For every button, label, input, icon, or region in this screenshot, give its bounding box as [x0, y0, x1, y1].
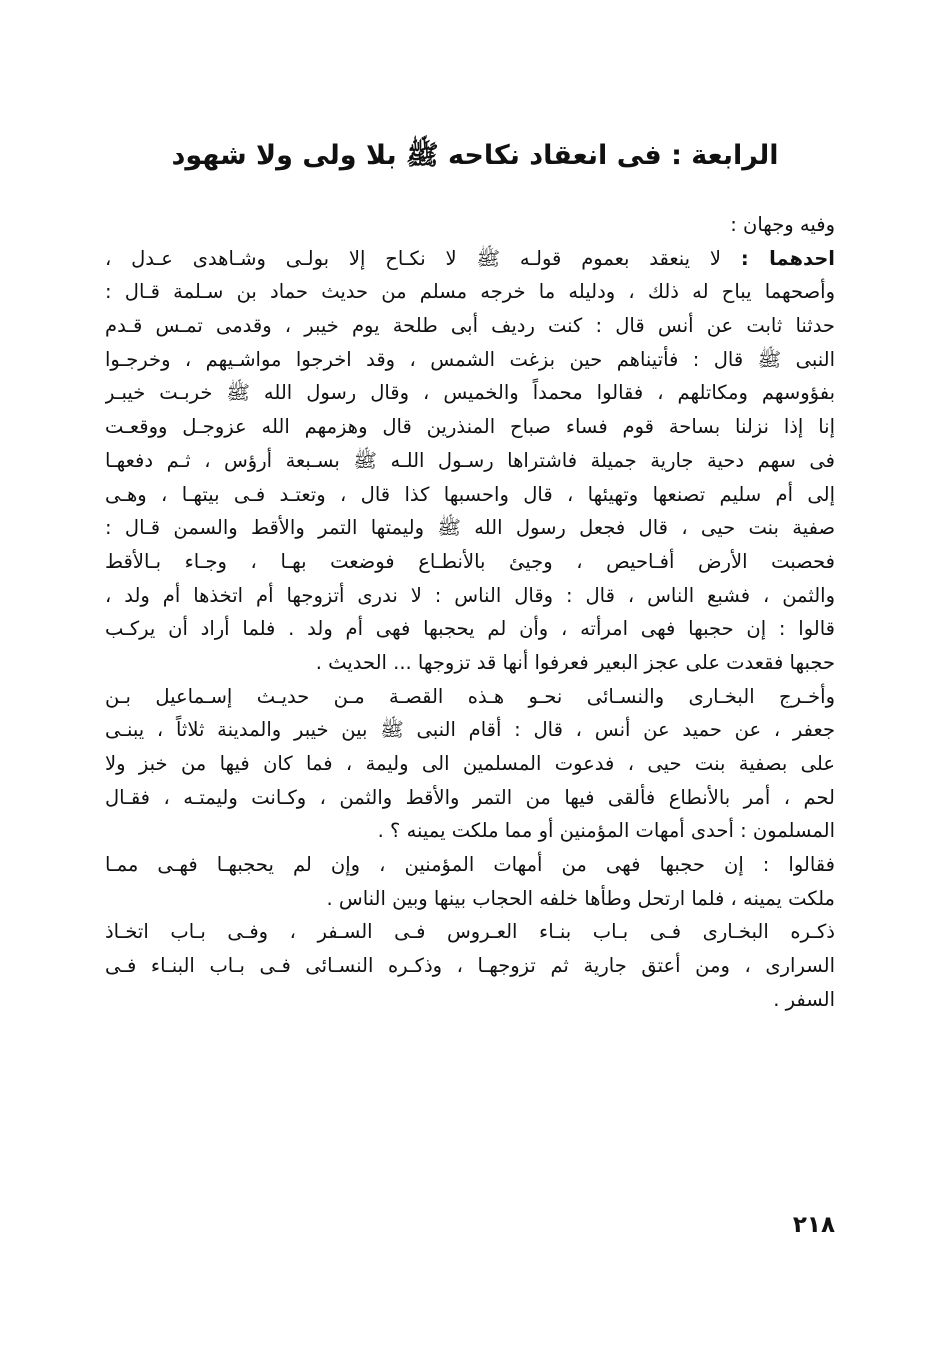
text-line [105, 579, 835, 613]
paragraph [105, 208, 835, 242]
line-text: ذكـره البخـارى فـى بـاب بنـاء العـروس فـى السـفر ، وفـى بـاب اتخـاذ [105, 920, 835, 944]
line-text: جعفر ، عن حميد عن أنس ، قال : أقام النبى ﷺ بين خيبر والمدينة ثلاثاً ، يبنـى [105, 718, 835, 742]
section-title: الرابعة : فى انعقاد نكاحه ﷺ بلا ولى ولا شهود [171, 140, 779, 171]
text-line [105, 309, 835, 343]
text-line [105, 680, 835, 714]
text-line [105, 814, 835, 848]
line-text: على بصفية بنت حيى ، فدعوت المسلمين الى وليمة ، فما كان فيها من خبز ولا [105, 752, 835, 775]
text-line [105, 444, 835, 478]
line-text: السرارى ، ومن أعتق جارية ثم تزوجهـا ، وذكـره النسـائى فـى بـاب البنـاء فـى [105, 954, 835, 978]
line-text: صفية بنت حيى ، قال فجعل رسول الله ﷺ وليمتها التمر والأقط والسمن قـال : [105, 516, 835, 540]
paragraph [105, 915, 835, 1016]
line-text: قالوا : إن حجبها فهى امرأته ، وأن لم يحجبها فهى أم ولد . فلما أراد أن يركـب [105, 617, 835, 641]
line-text: المسلمون : أحدى أمهات المؤمنين أو مما ملكت يمينه ؟ . [377, 819, 835, 843]
text-line [105, 848, 835, 882]
text-line [105, 713, 835, 747]
line-text: إلى أم سليم تصنعها وتهيئها ، قال واحسبها كذا قال ، وتعتـد فـى بيتهـا ، وهـى [105, 482, 835, 506]
lead-label: احدهما : [740, 246, 835, 270]
body-text [105, 208, 835, 1017]
paragraph [105, 242, 835, 680]
line-text: السفر . [773, 987, 835, 1011]
text-line [105, 376, 835, 410]
text-line [105, 343, 835, 377]
text-line [105, 410, 835, 444]
line-text: فقالوا : إن حجبها فهى من أمهات المؤمنين ، وإن لم يحجبهـا فهـى ممـا [105, 853, 835, 877]
text-line [105, 983, 835, 1017]
text-line [105, 915, 835, 949]
line-text: والثمن ، فشبع الناس ، قال : وقال الناس : لا ندرى أتزوجها أم اتخذها أم ولد ، [105, 583, 835, 607]
text-line [105, 646, 835, 680]
line-text: إنا إذا نزلنا بساحة قوم فساء صباح المنذرين قال وهزمهم الله عزوجـل ووقعـت [105, 415, 835, 439]
line-text: بفؤوسهم ومكاتلهم ، فقالوا محمداً والخميس ، وقال رسول الله ﷺ خربـت خيبـر [105, 381, 835, 405]
line-text: النبى ﷺ قال : فأتيناهم حين بزغت الشمس ، وقد اخرجوا مواشـيهم ، وخرجـوا [105, 347, 835, 371]
text-line [105, 208, 835, 242]
line-text: ملكت يمينه ، فلما ارتحل وطأها خلفه الحجاب بينها وبين الناس . [326, 886, 835, 910]
line-text: حجبها فقعدت على عجز البعير فعرفوا أنها قد تزوجها ... الحديث . [315, 650, 835, 674]
text-line [105, 949, 835, 983]
text-line [105, 275, 835, 309]
text-line [105, 882, 835, 916]
text-line [105, 545, 835, 579]
text-line [105, 478, 835, 512]
line-text: لا ينعقد بعموم قولـه ﷺ لا نكـاح إلا بولـى وشـاهدى عـدل ، [105, 246, 741, 270]
line-text: فى سهم دحية جارية جميلة فاشتراها رسـول اللـه ﷺ بسـبعة أرؤس ، ثـم دفعهـا [105, 448, 835, 472]
text-line [105, 781, 835, 815]
paragraph [105, 848, 835, 915]
line-text: وأخـرج البخـارى والنسـائى نحـو هـذه القصـة مـن حديـث إسـماعيل بـن [105, 684, 835, 708]
text-line [105, 612, 835, 646]
line-text: وأصحهما يباح له ذلك ، ودليله ما خرجه مسلم من حديث حماد بن سـلمة قـال : [105, 280, 835, 304]
line-text: فحصبت الأرض أفـاحيص ، وجيئ بالأنطـاع فوضعت بهـا ، وجـاء بـالأقط [105, 549, 835, 573]
paragraph [105, 680, 835, 848]
text-line [105, 511, 835, 545]
line-text: وفيه وجهان : [730, 213, 835, 236]
text-line [105, 242, 835, 276]
text-line [105, 747, 835, 781]
line-text: لحم ، أمر بالأنطاع فألقى فيها من التمر والأقط والثمن ، وكـانت وليمتـه ، فقـال [105, 785, 835, 809]
page-number: ٢١٨ [792, 1212, 835, 1238]
line-text: حدثنا ثابت عن أنس قال : كنت رديف أبى طلحة يوم خيبر ، وقدمى تمـس قـدم [105, 314, 835, 338]
